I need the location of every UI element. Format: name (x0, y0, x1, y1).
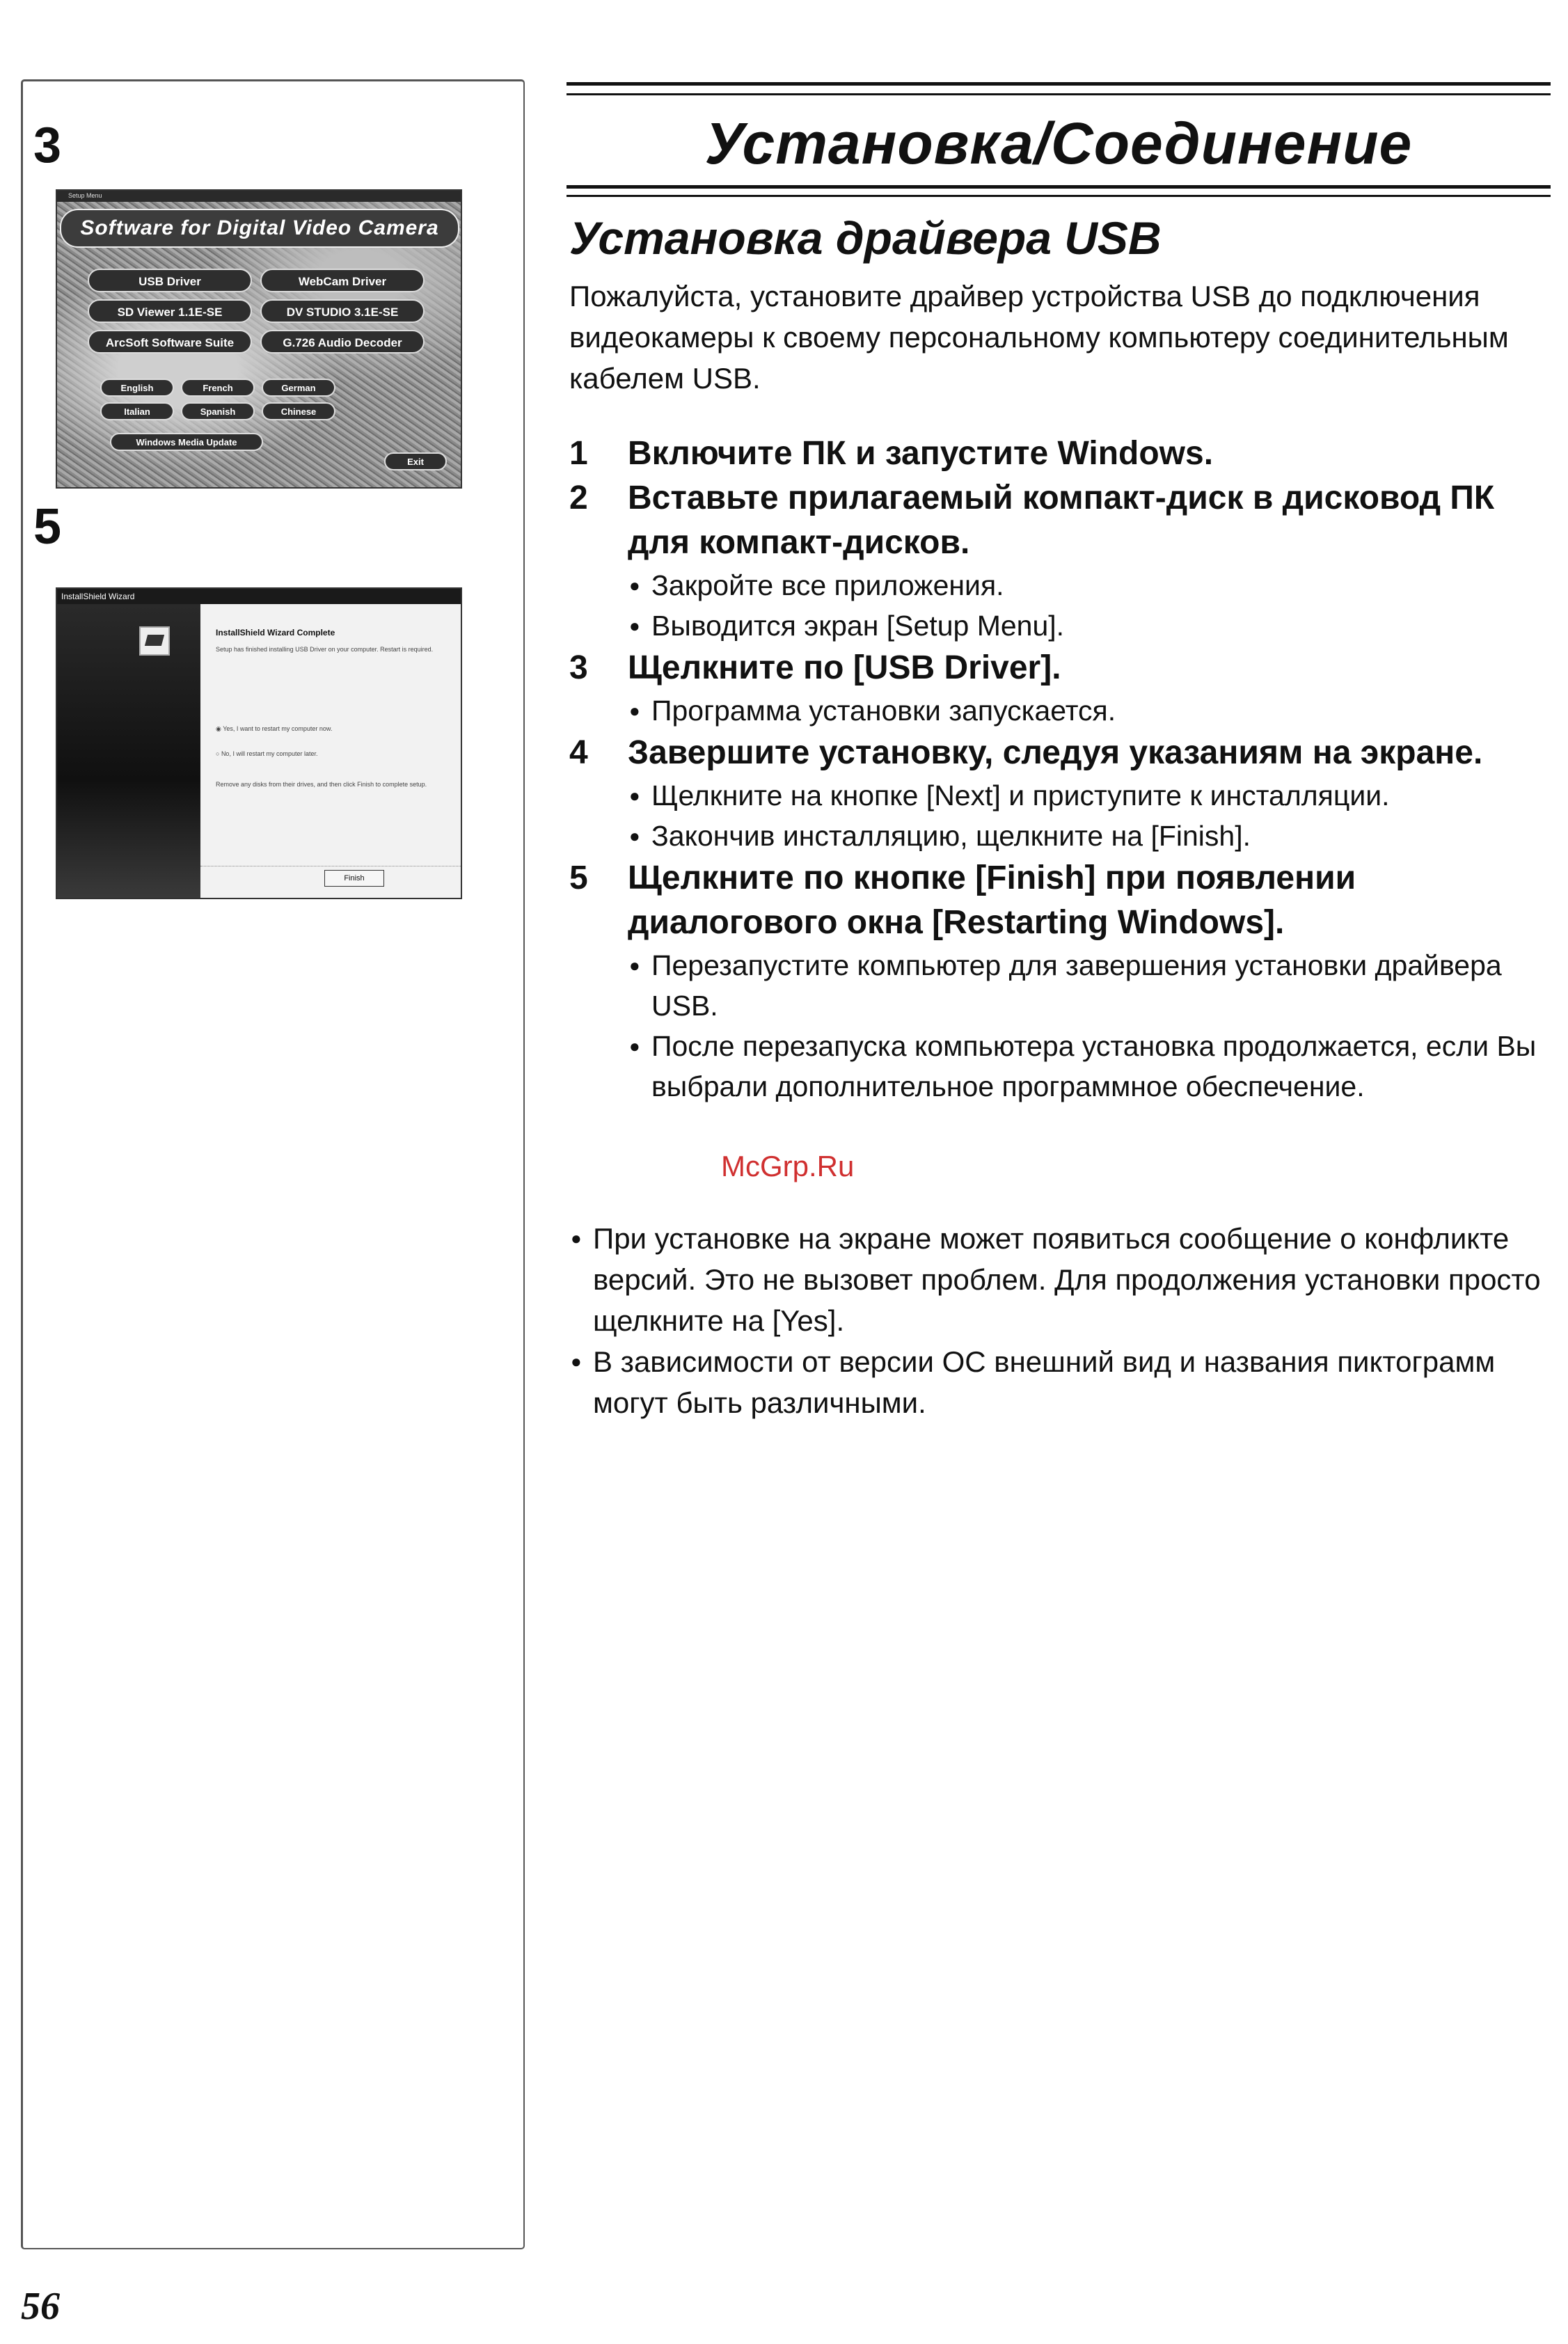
top-rule (567, 82, 1551, 86)
exit-button[interactable]: Exit (384, 452, 447, 470)
sd-viewer-button[interactable]: SD Viewer 1.1E-SE (88, 299, 252, 323)
note-item: ● В зависимости от версии ОС внешний вид и названия пиктограмм могут быть различными. (569, 1341, 1551, 1423)
wizard-titlebar (57, 589, 461, 604)
language-spanish-button[interactable]: Spanish (181, 402, 255, 420)
watermark: McGrp.Ru (721, 1150, 855, 1182)
step-number: 4 (569, 734, 588, 771)
step-bullet: ● После перезапуска компьютера установка продолжается, если Вы выбрали дополнительное программное обеспечение. (628, 1026, 1551, 1107)
step-bullet: ● Щелкните на кнопке [Next] и приступите к инсталляции. (628, 775, 1551, 816)
title-rule-thin (567, 195, 1551, 197)
restart-later-radio[interactable]: ○ No, I will restart my computer later. (216, 750, 318, 757)
sidebar-step-number: 5 (33, 499, 62, 555)
step-item (569, 856, 1551, 1107)
dv-studio-button[interactable]: DV STUDIO 3.1E-SE (260, 299, 425, 323)
page-number: 56 (21, 2285, 60, 2328)
wizard-heading: InstallShield Wizard Complete (216, 628, 335, 638)
installshield-wizard-screenshot (56, 587, 462, 899)
step-item (569, 731, 1551, 856)
step-number: 3 (569, 649, 588, 686)
wizard-body-text: Setup has finished installing USB Driver on your computer. Restart is required. (216, 646, 434, 653)
setup-menu-window-title: Setup Menu (68, 192, 102, 199)
restart-now-radio[interactable]: ◉ Yes, I want to restart my computer now. (216, 725, 333, 732)
step-text: Включите ПК и запустите Windows. (628, 435, 1214, 472)
step-bullet: ● Программа установки запускается. (628, 690, 1551, 731)
step-text: Щелкните по [USB Driver]. (628, 649, 1061, 686)
language-italian-button[interactable]: Italian (100, 402, 174, 420)
restart-now-label: Yes, I want to restart my computer now. (223, 725, 333, 732)
setup-menu-titlebar (57, 191, 461, 202)
top-rule-thin (567, 93, 1551, 95)
steps-list (569, 431, 1551, 1107)
note-item: ● При установке на экране может появиться сообщение о конфликте версий. Это не вызовет проблем. Для продолжения установки просто щелкните на [Yes]. (569, 1218, 1551, 1341)
step-bullet: ● Перезапустите компьютер для завершения установки драйвера USB. (628, 945, 1551, 1026)
step-number: 1 (569, 435, 588, 472)
step-text: Щелкните по кнопке [Finish] при появлении диалогового окна [Restarting Windows]. (628, 860, 1356, 941)
setup-menu-screenshot (56, 189, 462, 489)
language-german-button[interactable]: German (262, 379, 335, 397)
title-rule (567, 185, 1551, 189)
step-number: 5 (569, 860, 588, 896)
step-bullet: ● Выводится экран [Setup Menu]. (628, 605, 1551, 646)
wizard-side-banner (57, 604, 200, 898)
installer-icon (139, 626, 170, 656)
webcam-driver-button[interactable]: WebCam Driver (260, 269, 425, 292)
sidebar-step-number: 3 (33, 118, 62, 173)
windows-media-update-button[interactable]: Windows Media Update (110, 433, 263, 451)
finish-button[interactable]: Finish (324, 870, 384, 887)
wizard-note-text: Remove any disks from their drives, and then click Finish to complete setup. (216, 781, 427, 788)
page-title: Установка/Соединение (704, 111, 1413, 176)
step-item (569, 431, 1551, 476)
step-number: 2 (569, 480, 588, 516)
arcsoft-suite-button[interactable]: ArcSoft Software Suite (88, 330, 252, 354)
g726-decoder-button[interactable]: G.726 Audio Decoder (260, 330, 425, 354)
step-bullet: ● Закройте все приложения. (628, 565, 1551, 605)
language-english-button[interactable]: English (100, 379, 174, 397)
step-bullet: ● Закончив инсталляцию, щелкните на [Finish]. (628, 816, 1551, 856)
step-text: Вставьте прилагаемый компакт-диск в дисковод ПК для компакт-дисков. (628, 480, 1495, 561)
setup-menu-banner: Software for Digital Video Camera (60, 209, 459, 248)
section-title: Установка драйвера USB (569, 212, 1162, 264)
step-item (569, 476, 1551, 646)
step-text: Завершите установку, следуя указаниям на экране. (628, 734, 1483, 771)
step-item (569, 646, 1551, 731)
restart-later-label: No, I will restart my computer later. (221, 750, 318, 757)
language-chinese-button[interactable]: Chinese (262, 402, 335, 420)
usb-driver-button[interactable]: USB Driver (88, 269, 252, 292)
intro-paragraph: Пожалуйста, установите драйвер устройства USB до подключения видеокамеры к своему персональному компьютеру соединительным кабелем USB. (569, 280, 1509, 395)
wizard-window-title: InstallShield Wizard (61, 592, 135, 601)
language-french-button[interactable]: French (181, 379, 255, 397)
notes-list (569, 1218, 1551, 1423)
